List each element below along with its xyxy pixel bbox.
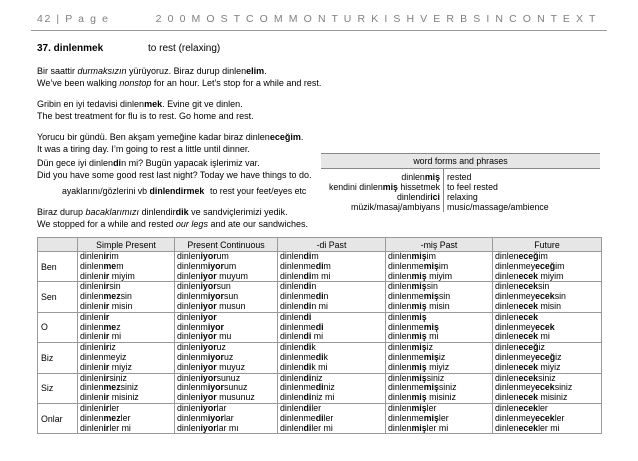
- conjugation-row: [38, 312, 602, 342]
- conjugation-form: dinlenecek: [495, 312, 539, 322]
- word-forms-table: [321, 153, 600, 212]
- conjugation-form: dinlenecek misiniz: [495, 393, 568, 403]
- page-number: 42 | P a g e: [37, 13, 110, 25]
- conjugation-form: dinleneceksin: [495, 282, 550, 292]
- conjugation-form: dinleneceğiz: [495, 343, 545, 353]
- conjugation-cell: [278, 282, 386, 312]
- conjugation-form: dinlenmeyeceğiz: [495, 352, 562, 362]
- conjugation-cell: [78, 403, 175, 433]
- conjugation-form: dinlenmiş misin: [388, 301, 450, 311]
- conjugation-cell: [493, 282, 602, 312]
- conjugation-form: dinlenirsin: [80, 282, 121, 292]
- example-turkish: Dün gece iyi dinlendin mi? Bugün yapacak işlerimiz var.: [37, 158, 260, 168]
- conjugation-form: dinleniyor muyuz: [177, 362, 245, 372]
- word-form-english: to feel rested: [447, 182, 498, 192]
- word-form-row: [321, 172, 600, 182]
- conjugation-form: dinlenmedi: [280, 322, 324, 332]
- word-form-row: [321, 202, 600, 212]
- example-block: [37, 132, 303, 155]
- conjugation-cell: [78, 373, 175, 403]
- example-block: [37, 158, 312, 181]
- conjugation-form: dinlenmiyorlar: [177, 413, 234, 423]
- column-header: -di Past: [278, 238, 386, 252]
- conjugation-cell: [493, 252, 602, 282]
- conjugation-form: dinleniriz: [80, 343, 116, 353]
- example-english: We stopped for a while and rested our legs and ate our sandwiches.: [37, 218, 309, 229]
- example-turkish: Yorucu bir gündü. Ben akşam yemeğine kadar biraz dinleneceğim.: [37, 132, 304, 142]
- conjugation-form: dinlenecek mi: [495, 332, 550, 342]
- conjugation-form: dinlendi: [280, 312, 312, 322]
- conjugation-cell: [493, 312, 602, 342]
- conjugation-cell: [386, 282, 493, 312]
- conjugation-form: dinlenirler: [80, 403, 120, 413]
- conjugation-cell: [386, 343, 493, 373]
- conjugation-cell: [386, 252, 493, 282]
- conjugation-form: dinlenmeyiz: [80, 352, 127, 362]
- conjugation-form: dinlenmemiş: [388, 322, 439, 332]
- conjugation-form: dinlendim mi: [280, 271, 331, 281]
- word-form-turkish: dinlendirici: [321, 192, 444, 202]
- conjugation-form: dinleniyor mu: [177, 332, 232, 342]
- example-turkish: Biraz durup bacaklarımızı dinlendirdik ve sandviçlerimizi yedik.: [37, 207, 288, 217]
- conjugation-form: dinlenmeyecekler: [495, 413, 565, 423]
- conjugation-form: dinleniyoruz: [177, 343, 226, 353]
- conjugation-form: dinlenmiş: [388, 312, 427, 322]
- conjugation-cell: [493, 373, 602, 403]
- conjugation-form: dinlenmişsiniz: [388, 373, 445, 383]
- conjugation-form: dinlendik: [280, 343, 316, 353]
- example-english: Did you have some good rest last night? Today we have things to do.: [37, 169, 312, 180]
- conjugation-cell: [78, 282, 175, 312]
- conjugation-form: dinlenmiş mi: [388, 332, 439, 342]
- conjugation-cell: [175, 373, 278, 403]
- conjugation-form: dinlenmiyorsunuz: [177, 383, 248, 393]
- conjugation-form: dinlendiniz: [280, 373, 323, 383]
- conjugation-form: dinlenecek miyiz: [495, 362, 561, 372]
- conjugation-cell: [493, 403, 602, 433]
- conjugation-form: dinleniyorlar mı: [177, 423, 239, 433]
- conjugation-form: dinlenmedin: [280, 292, 329, 302]
- conjugation-form: dinlenecekler mi: [495, 423, 560, 433]
- conjugation-form: dinlenmedim: [280, 261, 331, 271]
- conjugation-form: dinlenir: [80, 312, 110, 322]
- conjugation-header-row: [38, 238, 602, 252]
- conjugation-form: dinlenmiyorum: [177, 261, 237, 271]
- phrase-english: to rest your feet/eyes etc: [210, 186, 307, 196]
- conjugation-form: dinlendiler: [280, 403, 322, 413]
- word-form-english: rested: [447, 172, 472, 182]
- word-form-english: music/massage/ambience: [447, 202, 549, 212]
- conjugation-form: dinlenmiş misiniz: [388, 393, 456, 403]
- word-form-english: relaxing: [447, 192, 478, 202]
- conjugation-form: dinlenmedik: [280, 352, 328, 362]
- conjugation-table: [37, 237, 602, 434]
- conjugation-form: dinlenmemişler: [388, 413, 449, 423]
- conjugation-cell: [278, 312, 386, 342]
- conjugation-form: dinlenmemişsin: [388, 292, 451, 302]
- header-divider: [31, 30, 607, 31]
- conjugation-form: dinleneceğim: [495, 252, 548, 261]
- conjugation-row: [38, 252, 602, 282]
- conjugation-form: dinlenecek miyim: [495, 271, 564, 281]
- conjugation-cell: [78, 252, 175, 282]
- conjugation-form: dinleniyor: [177, 312, 217, 322]
- phrase-turkish: ayaklarını/gözlerini vb dinlendirmek: [62, 186, 205, 196]
- conjugation-row: [38, 373, 602, 403]
- conjugation-row: [38, 282, 602, 312]
- conjugation-form: dinlenmediler: [280, 413, 334, 423]
- conjugation-form: dinleniyorsunuz: [177, 373, 241, 383]
- person-label: Biz: [38, 343, 78, 373]
- conjugation-form: dinlenmişler mi: [388, 423, 449, 433]
- conjugation-form: dinlendi mi: [280, 332, 324, 342]
- word-forms-title: word forms and phrases: [321, 154, 600, 169]
- conjugation-form: dinlenmemişim: [388, 261, 449, 271]
- example-turkish: Gribin en iyi tedavisi dinlenmek. Evine git ve dinlen.: [37, 99, 243, 109]
- conjugation-cell: [278, 343, 386, 373]
- word-form-row: [321, 192, 600, 202]
- conjugation-form: dinleniyorum: [177, 252, 229, 261]
- conjugation-form: dinleniyor muyum: [177, 271, 248, 281]
- conjugation-form: dinlenmeyecek: [495, 322, 555, 332]
- example-english: It was a tiring day. I’m going to rest a little until dinner.: [37, 143, 250, 154]
- word-form-turkish: müzik/masaj/ambiyans: [321, 202, 444, 212]
- person-label: Siz: [38, 373, 78, 403]
- phrase-row: [37, 186, 337, 198]
- conjugation-form: dinlenecekler: [495, 403, 548, 413]
- conjugation-cell: [386, 373, 493, 403]
- verb-meaning: to rest (relaxing): [148, 43, 221, 54]
- conjugation-form: dinlenmişim: [388, 252, 436, 261]
- conjugation-cell: [175, 282, 278, 312]
- column-header: Present Continuous: [175, 238, 278, 252]
- conjugation-form: dinlenmezsiniz: [80, 383, 139, 393]
- person-label: Onlar: [38, 403, 78, 433]
- conjugation-cell: [175, 403, 278, 433]
- word-form-turkish: kendini dinlenmiş hissetmek: [321, 182, 444, 192]
- word-form-row: [321, 182, 600, 192]
- word-form-turkish: dinlenmiş: [321, 172, 444, 182]
- conjugation-form: dinleniyorsun: [177, 282, 231, 292]
- conjugation-form: dinlendin: [280, 282, 317, 292]
- conjugation-cell: [175, 343, 278, 373]
- example-english: The best treatment for flu is to rest. Go home and rest.: [37, 110, 254, 121]
- conjugation-row: [38, 343, 602, 373]
- conjugation-form: dinleniyor musun: [177, 301, 246, 311]
- person-label: Ben: [38, 252, 78, 282]
- conjugation-cell: [493, 343, 602, 373]
- conjugation-form: dinlenmişiz: [388, 343, 434, 353]
- conjugation-form: dinlenecek misin: [495, 301, 562, 311]
- conjugation-form: dinlenmiyorsun: [177, 292, 239, 302]
- conjugation-form: dinlenmemişsiniz: [388, 383, 457, 393]
- example-block: [37, 99, 254, 122]
- conjugation-form: dinlendik mi: [280, 362, 328, 372]
- conjugation-form: dinlenmiş miyim: [388, 271, 453, 281]
- conjugation-form: dinlenmez: [80, 322, 121, 332]
- book-title: 2 0 0 M O S T C O M M O N T U R K I S H V E R B S I N C O N T E X T: [155, 13, 597, 25]
- column-header: Simple Present: [78, 238, 175, 252]
- conjugation-form: dinlenmeyeceksiniz: [495, 383, 573, 393]
- conjugation-form: dinlenir mi: [80, 332, 122, 342]
- conjugation-form: dinlendiniz mi: [280, 393, 335, 403]
- conjugation-form: dinlenmişler: [388, 403, 437, 413]
- conjugation-form: dinlenmiyoruz: [177, 352, 234, 362]
- conjugation-form: dinlenirsiniz: [80, 373, 127, 383]
- conjugation-form: dinlenmiş miyiz: [388, 362, 450, 372]
- conjugation-cell: [278, 252, 386, 282]
- verb-title: 37. dinlenmek: [37, 43, 104, 54]
- conjugation-form: dinlenmediniz: [280, 383, 335, 393]
- column-header: Future: [493, 238, 602, 252]
- conjugation-cell: [278, 373, 386, 403]
- conjugation-form: dinlenmemişiz: [388, 352, 446, 362]
- conjugation-form: dinleneceksiniz: [495, 373, 556, 383]
- person-label: Sen: [38, 282, 78, 312]
- conjugation-form: dinleniyorlar: [177, 403, 227, 413]
- conjugation-form: dinlendiler mi: [280, 423, 333, 433]
- conjugation-form: dinlendim: [280, 252, 319, 261]
- conjugation-cell: [175, 252, 278, 282]
- conjugation-form: dinlenmeyeceğim: [495, 261, 565, 271]
- conjugation-form: dinlenir miyim: [80, 271, 135, 281]
- column-header: -miş Past: [386, 238, 493, 252]
- column-header: [38, 238, 78, 252]
- conjugation-form: dinleniyor musunuz: [177, 393, 255, 403]
- example-block: [37, 66, 321, 89]
- conjugation-cell: [386, 403, 493, 433]
- conjugation-cell: [78, 312, 175, 342]
- conjugation-form: dinlenirler mi: [80, 423, 131, 433]
- conjugation-form: dinlendin mi: [280, 301, 328, 311]
- example-english: We’ve been walking nonstop for an hour. Let’s stop for a while and rest.: [37, 77, 322, 88]
- conjugation-form: dinlenmişsin: [388, 282, 438, 292]
- conjugation-cell: [386, 312, 493, 342]
- conjugation-form: dinlenmem: [80, 261, 124, 271]
- conjugation-form: dinlenmeyeceksin: [495, 292, 566, 302]
- conjugation-cell: [175, 312, 278, 342]
- person-label: O: [38, 312, 78, 342]
- conjugation-row: [38, 403, 602, 433]
- conjugation-form: dinlenir miyiz: [80, 362, 132, 372]
- example-block: [37, 207, 308, 230]
- example-turkish: Bir saattir durmaksızın yürüyoruz. Biraz durup dinlenelim.: [37, 66, 267, 76]
- conjugation-form: dinlenmezsin: [80, 292, 132, 302]
- conjugation-form: dinlenmiyor: [177, 322, 224, 332]
- conjugation-cell: [278, 403, 386, 433]
- conjugation-form: dinlenir misin: [80, 301, 133, 311]
- conjugation-form: dinlenirim: [80, 252, 119, 261]
- conjugation-cell: [78, 343, 175, 373]
- conjugation-form: dinlenmezler: [80, 413, 131, 423]
- conjugation-form: dinlenir misiniz: [80, 393, 139, 403]
